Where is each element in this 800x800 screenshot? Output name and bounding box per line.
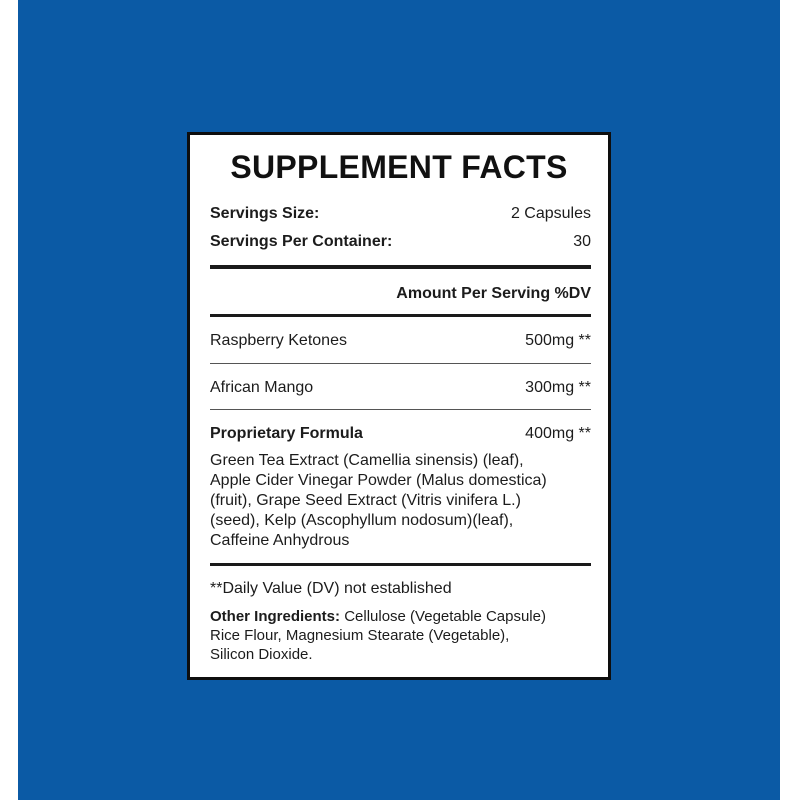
other-ingredients-label: Other Ingredients: — [210, 608, 341, 625]
formula-line: (fruit), Grape Seed Extract (Vitris vinifera L.) — [210, 492, 521, 509]
amount-header-row — [210, 285, 591, 303]
header-divider — [210, 314, 591, 317]
other-ingredients-line: Rice Flour, Magnesium Stearate (Vegetable), — [210, 627, 510, 644]
supplement-facts-label — [187, 132, 611, 680]
other-ingredients — [210, 607, 591, 664]
serving-size-value: 2 Capsules — [510, 205, 591, 222]
footer-divider — [210, 563, 591, 566]
ingredient-row — [210, 332, 591, 350]
daily-value-note: **Daily Value (DV) not established — [210, 580, 452, 597]
servings-per-container-value: 30 — [573, 233, 591, 250]
formula-line: (seed), Kelp (Ascophyllum nodosum)(leaf), — [210, 512, 514, 529]
ingredient-name: African Mango — [210, 379, 314, 396]
ingredient-name: Raspberry Ketones — [210, 332, 347, 349]
ingredient-row — [210, 379, 591, 397]
proprietary-formula-row — [210, 425, 591, 443]
other-ingredients-first-line — [210, 607, 591, 626]
serving-size-row — [210, 205, 591, 223]
row-divider — [210, 409, 591, 410]
ingredient-amount: 300mg ** — [525, 379, 591, 396]
other-ingredients-line: Silicon Dioxide. — [210, 646, 313, 663]
proprietary-formula-name: Proprietary Formula — [210, 425, 363, 442]
thick-divider — [210, 265, 591, 269]
servings-per-container-label: Servings Per Container: — [210, 233, 393, 250]
servings-per-container-row — [210, 233, 591, 251]
formula-line: Caffeine Anhydrous — [210, 532, 350, 549]
other-ingredients-text: Cellulose (Vegetable Capsule) — [344, 608, 546, 625]
formula-line: Apple Cider Vinegar Powder (Malus domestica) — [210, 472, 547, 489]
formula-line: Green Tea Extract (Camellia sinensis) (leaf), — [210, 452, 524, 469]
row-divider — [210, 363, 591, 364]
serving-size-label: Servings Size: — [210, 205, 320, 222]
proprietary-formula-ingredients — [210, 451, 591, 551]
amount-per-serving-header: Amount Per Serving %DV — [396, 285, 591, 302]
ingredient-amount: 500mg ** — [525, 332, 591, 349]
label-title: SUPPLEMENT FACTS — [230, 149, 568, 185]
proprietary-formula-amount: 400mg ** — [525, 425, 591, 442]
